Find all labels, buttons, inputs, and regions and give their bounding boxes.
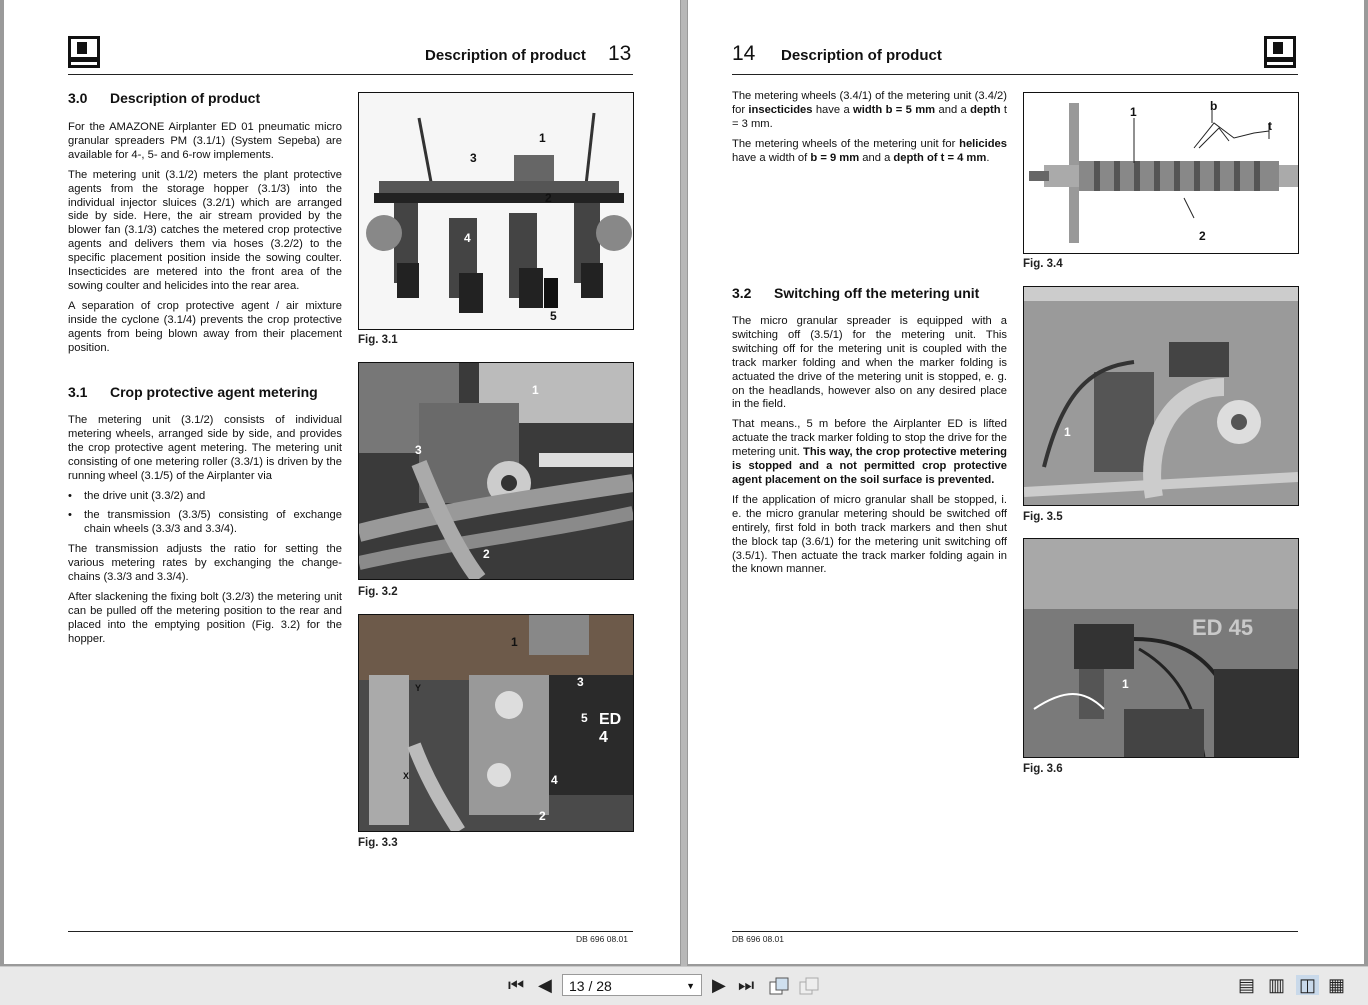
single-page-view-icon[interactable]: ▤ [1238, 975, 1256, 995]
figure-3-5-caption: Fig. 3.5 [1023, 511, 1063, 523]
page-number: 14 [732, 42, 756, 65]
figure-3-2-caption: Fig. 3.2 [358, 586, 398, 598]
page-indicator: 13 / 28 [569, 978, 612, 994]
page-gutter [681, 0, 687, 966]
header-rule [68, 74, 633, 75]
callout: 2 [539, 809, 546, 823]
footer-rule [732, 931, 1298, 932]
callout: 5 [581, 711, 588, 725]
figure-3-6-image [1023, 538, 1299, 758]
callout: 2 [545, 191, 552, 205]
side-label: X [403, 771, 410, 781]
footer-rule [68, 931, 633, 932]
callout: 2 [1199, 229, 1206, 243]
section-3-1-body: The metering unit (3.1/2) consists of individual metering wheels, arranged side by side, and provides the crop protective agent metering. The metering unit consisting of one metering roller (3.3/1) is driven by the running wheel (3.1/5) of the Airplanter via • the drive unit (3.3/2) and • the transmission (3.3/5) consisting of exchange chain wheels (3.3/3 and 3.3/4). The transmission adjusts the ratio for setting the various metering rates by exchanging the change-chains (3.3/3 and 3.3/4). After slackening the fixing bolt (3.2/3) the metering unit can be pulled off the metering position to the rear and placed into the emptying position (Fig. 3.2) for the hopper. [68, 414, 342, 653]
callout: b [1210, 99, 1218, 113]
page-number-input[interactable] [562, 974, 702, 996]
chevron-down-icon[interactable]: ▼ [686, 981, 695, 991]
bullet-item: • the drive unit (3.3/2) and [68, 490, 342, 504]
figure-3-3-caption: Fig. 3.3 [358, 837, 398, 849]
figure-3-1-caption: Fig. 3.1 [358, 334, 398, 346]
machine-lettering: ED 45 [1192, 615, 1254, 640]
metering-wheels-text: The metering wheels (3.4/1) of the metering unit (3.4/2) for insecticides have a width b = 5 mm and a depth t = 3 mm. The metering wheels of the metering unit for helicides have a width of b = 9 mm and a depth of t = 4 mm. [732, 90, 1008, 164]
figure-3-4-caption: Fig. 3.4 [1023, 258, 1063, 270]
page-14 [688, 0, 1364, 964]
callout: 1 [1130, 105, 1137, 119]
callout: 1 [1064, 425, 1071, 439]
section-3-2-heading: 3.2 Switching off the metering unit [732, 285, 980, 301]
copy-page-icon[interactable] [798, 976, 820, 996]
header-title: Description of product [781, 47, 942, 64]
callout: 5 [550, 309, 557, 323]
callout: 3 [470, 151, 477, 165]
figure-3-4-image [1023, 92, 1299, 254]
callout: 1 [1122, 677, 1129, 691]
export-page-icon[interactable] [768, 976, 790, 996]
section-3-0-body: For the AMAZONE Airplanter ED 01 pneumatic micro granular spreaders PM (3.1/1) (System Sepeba) are available for 4-, 5- and 6-row implements. The metering unit (3.1/2) meters the plant protective agents from the storage hopper (3.1/3) into the individual injector sluices (3.2/1) which are arranged side by side. Here, the air stream provided by the blower fan (3.1/3) catches the metered crop protective agents and delivers them via hoses (3.2/2) to the specific placement position inside the sowing coulter. Insecticides are metered into the front area of the sowing coulter and helicides into the rear area. A separation of crop protective agent / air mixture inside the cyclone (3.1/4) prevents the crop protective agents from being blown away from their placement position. [68, 121, 342, 354]
machine-lettering: ED 4 [599, 711, 622, 746]
figure-3-1-image [358, 92, 634, 330]
warning-label: Y [415, 683, 422, 693]
callout: 4 [551, 773, 558, 787]
first-page-icon[interactable]: ⏮ [508, 975, 525, 995]
facing-view-icon[interactable]: ◫ [1296, 975, 1319, 995]
footer-code: DB 696 08.01 [576, 934, 628, 944]
figure-3-5-image [1023, 286, 1299, 506]
figure-3-2-image [358, 362, 634, 580]
bullet-item: • the transmission (3.3/5) consisting of exchange chain wheels (3.3/3 and 3.3/4). [68, 509, 342, 537]
continuous-facing-view-icon[interactable]: ▦ [1328, 975, 1346, 995]
next-page-icon[interactable]: ▶ [712, 975, 726, 995]
header-title: Description of product [425, 47, 586, 64]
navigation-toolbar [0, 966, 1368, 1005]
callout: t [1268, 119, 1272, 133]
amazone-logo [1264, 36, 1296, 68]
page-number: 13 [608, 42, 632, 65]
header-rule [732, 74, 1298, 75]
callout: 3 [415, 443, 422, 457]
callout: 2 [483, 547, 490, 561]
figure-3-3-image [358, 614, 634, 832]
figure-3-6-caption: Fig. 3.6 [1023, 763, 1063, 775]
callout: 3 [577, 675, 584, 689]
callout: 1 [539, 131, 546, 145]
last-page-icon[interactable]: ⏭ [738, 975, 755, 995]
section-3-2-body: The micro granular spreader is equipped with a switching off (3.5/1) for the metering unit. This switching off for the metering unit is coupled with the track marker folding and when the marker folding is actuated the drive of the metering unit is stopped, e. g. on the headlands, however also on any desired place in the field. That means., 5 m before the Airplanter ED is lifted actuate the track marker folding to stop the drive for the metering unit. This way, the crop protective metering is stopped and a not permitted crop protective agent placement on the soil surface is prevented. If the application of micro granular shall be stopped, i. e. the micro granular metering should be switched off entirely, first fold in both track markers and then shut the block tap (3.6/1) for the metering unit switching off (3.5/1). Then actuate the track marker folding again in the known manner. [732, 315, 1008, 576]
section-3-1-heading: 3.1 Crop protective agent metering [68, 384, 318, 400]
footer-code: DB 696 08.01 [732, 934, 784, 944]
previous-page-icon[interactable]: ◀ [538, 975, 552, 995]
callout: 1 [532, 383, 539, 397]
amazone-logo [68, 36, 100, 68]
callout: 4 [464, 231, 471, 245]
section-3-0-heading: 3.0 Description of product [68, 90, 261, 106]
continuous-view-icon[interactable]: ▥ [1268, 975, 1286, 995]
callout: 1 [511, 635, 518, 649]
page-13 [4, 0, 680, 964]
